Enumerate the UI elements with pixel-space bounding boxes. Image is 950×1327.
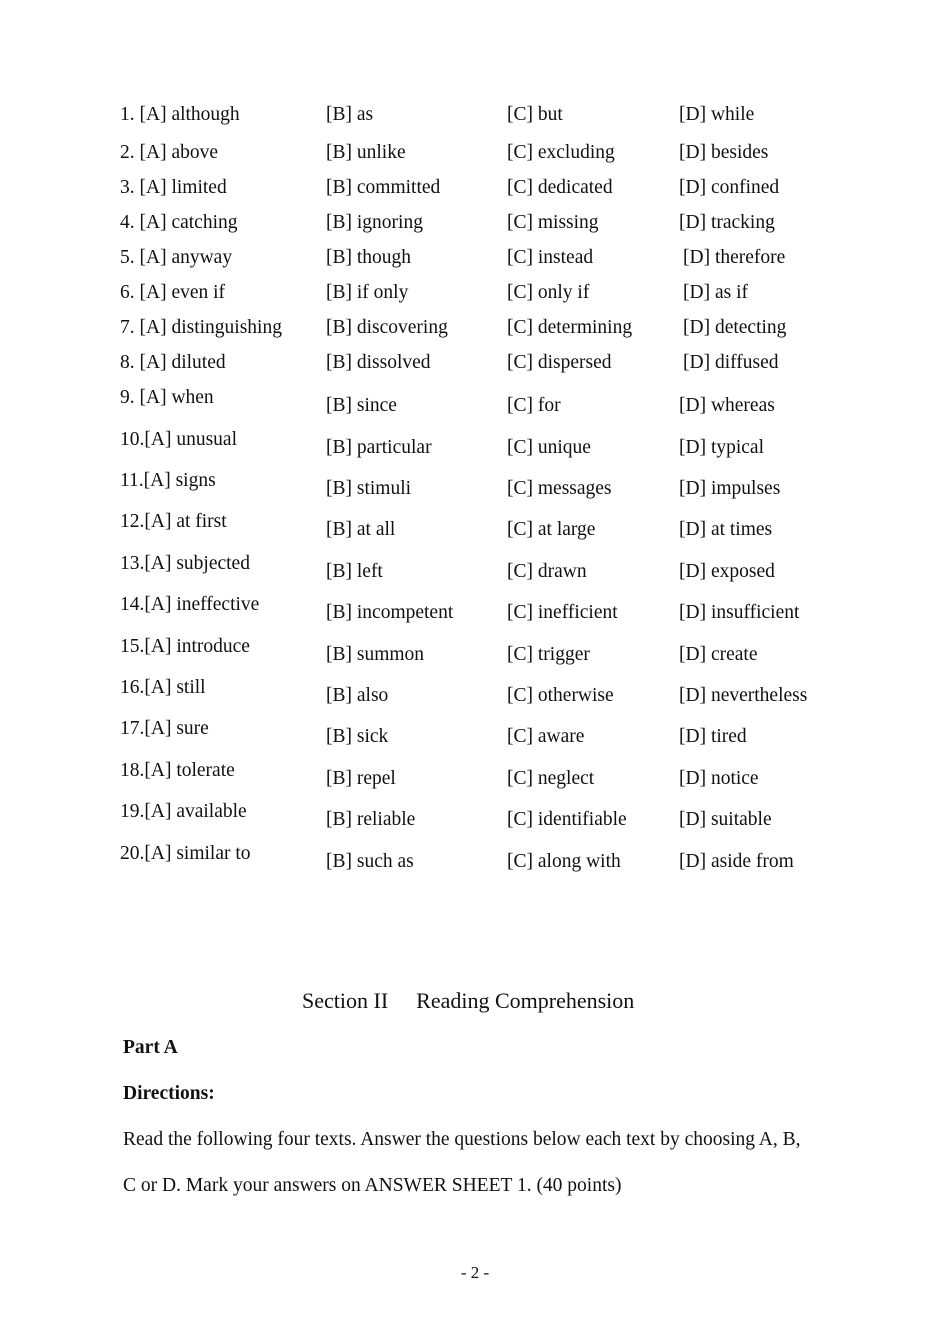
directions-text-line-1: Read the following four texts. Answer the questions below each text by choosing A, B, [123, 1129, 801, 1150]
page-number: - 2 - [460, 1263, 490, 1282]
option-a: 6. [A] even if [120, 282, 226, 303]
option-c: [C] instead [507, 247, 594, 268]
option-a: 9. [A] when [120, 387, 214, 408]
option-d: [D] whereas [679, 395, 775, 416]
option-row-14 [0, 590, 950, 623]
option-d: [D] therefore [683, 247, 786, 268]
option-b: [B] repel [326, 768, 396, 789]
option-c: [C] along with [507, 851, 621, 872]
option-b: [B] particular [326, 437, 432, 458]
option-row-4 [0, 208, 950, 238]
option-b: [B] reliable [326, 809, 416, 830]
section-number: Section II [302, 988, 389, 1013]
option-d: [D] create [679, 644, 758, 665]
directions-label: Directions: [123, 1083, 215, 1104]
option-a: 14.[A] ineffective [120, 594, 260, 615]
option-d: [D] impulses [679, 478, 781, 499]
option-a: 8. [A] diluted [120, 352, 226, 373]
option-a: 5. [A] anyway [120, 247, 233, 268]
option-a: 15.[A] introduce [120, 636, 250, 657]
option-d: [D] confined [679, 177, 780, 198]
option-row-5 [0, 243, 950, 273]
option-c: [C] but [507, 104, 563, 125]
option-d: [D] aside from [679, 851, 794, 872]
option-b: [B] sick [326, 726, 389, 747]
option-b: [B] such as [326, 851, 414, 872]
option-c: [C] unique [507, 437, 591, 458]
option-b: [B] left [326, 561, 383, 582]
option-d: [D] tired [679, 726, 747, 747]
option-b: [B] also [326, 685, 389, 706]
option-d: [D] as if [683, 282, 748, 303]
option-d: [D] at times [679, 519, 773, 540]
option-a: 17.[A] sure [120, 718, 209, 739]
option-b: [B] unlike [326, 142, 406, 163]
option-c: [C] identifiable [507, 809, 627, 830]
option-row-6 [0, 278, 950, 308]
option-d: [D] exposed [679, 561, 775, 582]
option-c: [C] messages [507, 478, 612, 499]
option-d: [D] besides [679, 142, 769, 163]
option-b: [B] as [326, 104, 374, 125]
option-d: [D] detecting [683, 317, 787, 338]
option-d: [D] tracking [679, 212, 775, 233]
option-a: 10.[A] unusual [120, 429, 237, 450]
option-row-15 [0, 632, 950, 665]
option-a: 11.[A] signs [120, 470, 216, 491]
option-row-18 [0, 756, 950, 789]
option-c: [C] neglect [507, 768, 595, 789]
section-title: Reading Comprehension [416, 988, 635, 1013]
option-row-13 [0, 549, 950, 582]
option-row-9 [0, 383, 950, 416]
option-a: 12.[A] at first [120, 511, 227, 532]
directions-text-line-2: C or D. Mark your answers on ANSWER SHEET 1. (40 points) [123, 1175, 622, 1196]
option-c: [C] trigger [507, 644, 590, 665]
option-c: [C] inefficient [507, 602, 618, 623]
section-heading [302, 986, 634, 1016]
option-a: 4. [A] catching [120, 212, 238, 233]
option-d: [D] typical [679, 437, 765, 458]
option-c: [C] dispersed [507, 352, 612, 373]
option-b: [B] committed [326, 177, 441, 198]
option-a: 3. [A] limited [120, 177, 227, 198]
option-c: [C] aware [507, 726, 585, 747]
option-c: [C] at large [507, 519, 596, 540]
option-d: [D] while [679, 104, 755, 125]
option-a: 2. [A] above [120, 142, 219, 163]
option-c: [C] drawn [507, 561, 587, 582]
option-a: 20.[A] similar to [120, 843, 251, 864]
option-a: 7. [A] distinguishing [120, 317, 282, 338]
option-d: [D] insufficient [679, 602, 800, 623]
option-b: [B] dissolved [326, 352, 431, 373]
option-c: [C] missing [507, 212, 599, 233]
option-a: 19.[A] available [120, 801, 247, 822]
option-row-10 [0, 425, 950, 458]
option-row-3 [0, 173, 950, 203]
option-row-16 [0, 673, 950, 706]
option-c: [C] otherwise [507, 685, 614, 706]
option-b: [B] incompetent [326, 602, 454, 623]
option-row-11 [0, 466, 950, 499]
option-a: 16.[A] still [120, 677, 206, 698]
option-b: [B] though [326, 247, 412, 268]
option-d: [D] nevertheless [679, 685, 808, 706]
option-b: [B] since [326, 395, 397, 416]
option-c: [C] only if [507, 282, 590, 303]
option-row-2 [0, 138, 950, 168]
option-b: [B] summon [326, 644, 425, 665]
option-row-12 [0, 507, 950, 540]
option-row-17 [0, 714, 950, 747]
option-b: [B] at all [326, 519, 396, 540]
option-c: [C] excluding [507, 142, 615, 163]
option-c: [C] for [507, 395, 561, 416]
option-a: 13.[A] subjected [120, 553, 250, 574]
option-b: [B] ignoring [326, 212, 423, 233]
option-d: [D] diffused [683, 352, 779, 373]
part-label: Part A [123, 1037, 178, 1058]
option-d: [D] suitable [679, 809, 772, 830]
option-row-19 [0, 797, 950, 830]
option-a: 1. [A] although [120, 104, 240, 125]
option-row-8 [0, 348, 950, 378]
option-b: [B] stimuli [326, 478, 412, 499]
option-row-1 [0, 100, 950, 130]
option-row-7 [0, 313, 950, 343]
option-row-20 [0, 839, 950, 872]
option-c: [C] dedicated [507, 177, 613, 198]
option-b: [B] if only [326, 282, 409, 303]
option-b: [B] discovering [326, 317, 448, 338]
option-d: [D] notice [679, 768, 759, 789]
option-a: 18.[A] tolerate [120, 760, 235, 781]
option-c: [C] determining [507, 317, 633, 338]
